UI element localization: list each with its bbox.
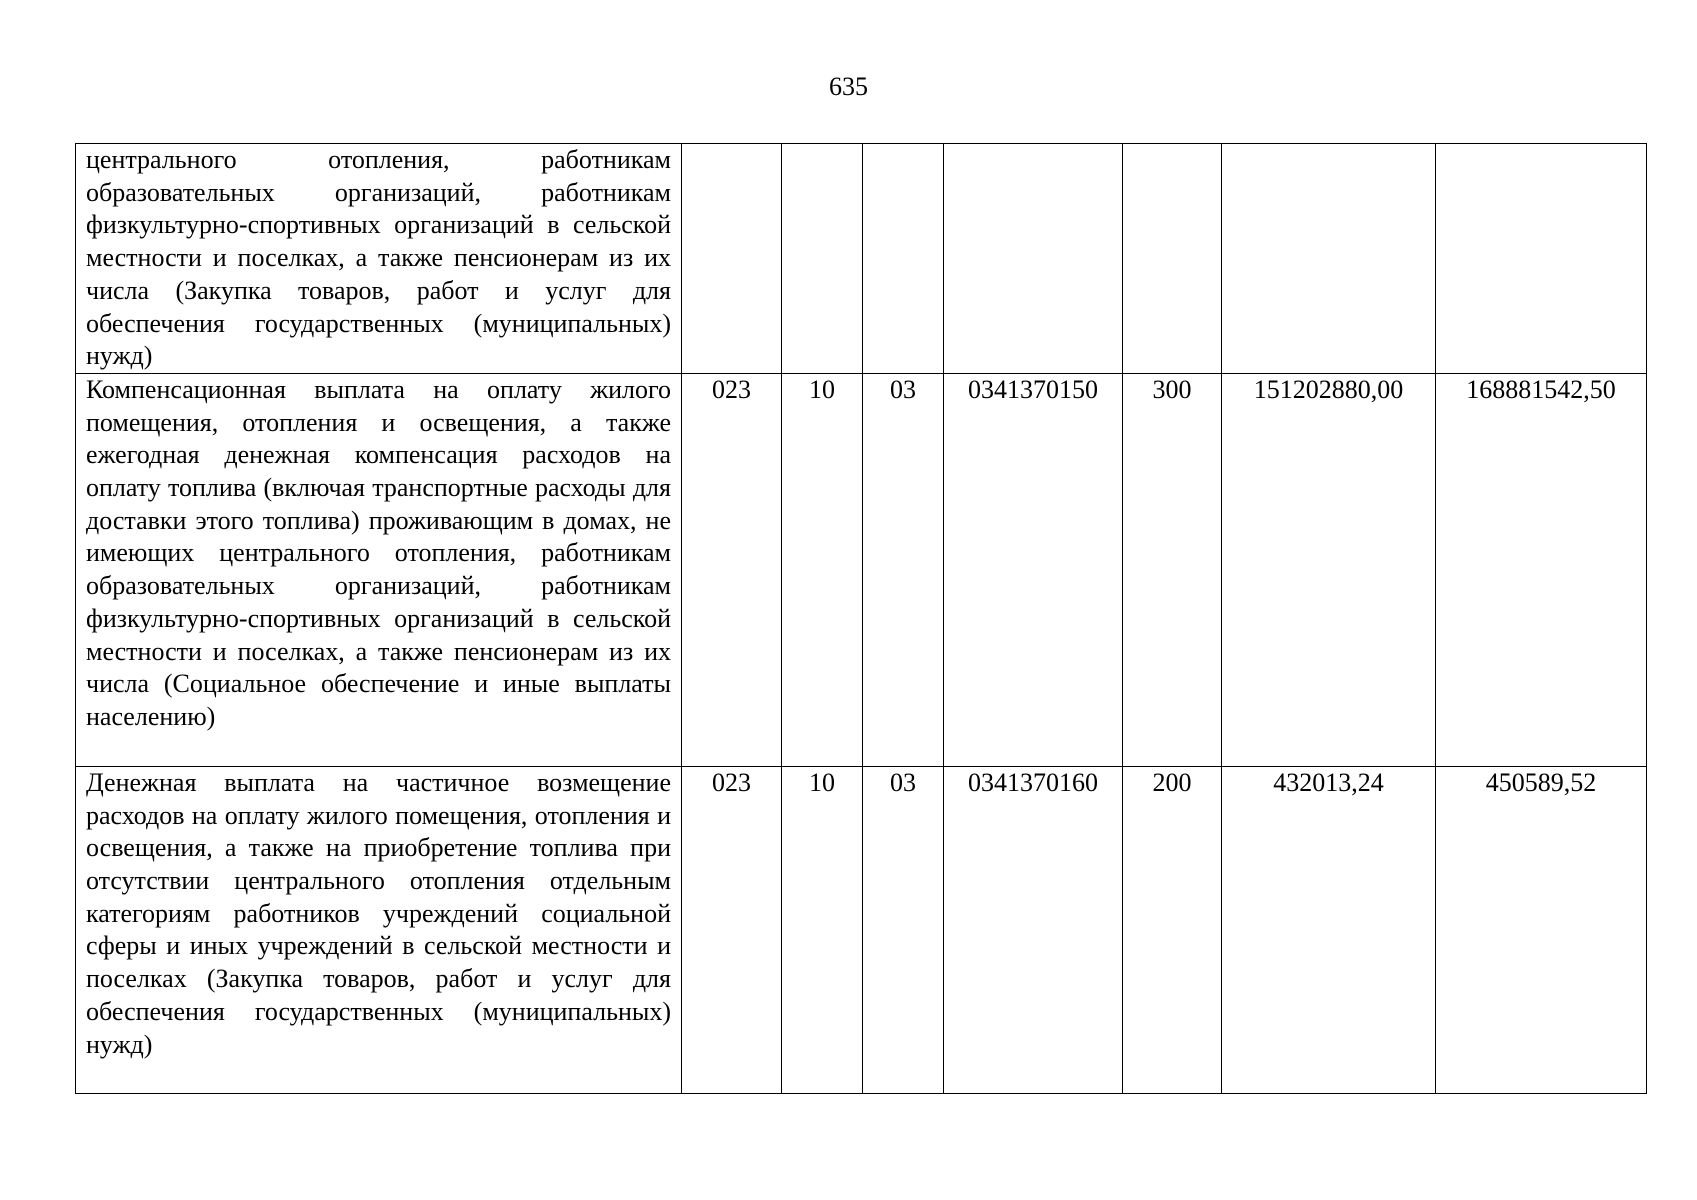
table-row <box>76 766 1647 1093</box>
table-row <box>76 144 1647 374</box>
ministry-code <box>682 144 782 374</box>
section-code <box>782 144 863 374</box>
row-description: Денежная выплата на частичное возмещение расходов на оплату жилого помещения, отопления и освещения, а также на приобретение топлива при отсутствии центрального отопления отдельным категориям работников учреждений социальной сферы и иных учреждений в сельской местности и поселках (Закупка товаров, работ и услуг для обеспечения государственных (муниципальных) нужд) <box>76 766 682 1093</box>
page-number: 635 <box>829 72 868 101</box>
subsection-code <box>863 144 944 374</box>
budget-table <box>75 143 1647 1094</box>
expense-type-code: 200 <box>1123 766 1222 1093</box>
amount-year-1 <box>1222 144 1436 374</box>
amount-year-1: 432013,24 <box>1222 766 1436 1093</box>
subsection-code: 03 <box>863 373 944 766</box>
amount-year-2 <box>1436 144 1647 374</box>
table-row <box>76 373 1647 766</box>
section-code: 10 <box>782 766 863 1093</box>
expense-type-code: 300 <box>1123 373 1222 766</box>
amount-year-1: 151202880,00 <box>1222 373 1436 766</box>
subsection-code: 03 <box>863 766 944 1093</box>
amount-year-2: 168881542,50 <box>1436 373 1647 766</box>
ministry-code: 023 <box>682 766 782 1093</box>
row-description: центрального отопления, работникам образовательных организаций, работникам физкультурно-спортивных организаций в сельской местности и поселках, а также пенсионерам из их числа (Закупка товаров, работ и услуг для обеспечения государственных (муниципальных) нужд) <box>76 144 682 374</box>
row-description: Компенсационная выплата на оплату жилого помещения, отопления и освещения, а также ежегодная денежная компенсация расходов на оплату топлива (включая транспортные расходы для доставки этого топлива) проживающим в домах, не имеющих центрального отопления, работникам образовательных организаций, работникам физкультурно-спортивных организаций в сельской местности и поселках, а также пенсионерам из их числа (Социальное обеспечение и иные выплаты населению) <box>76 373 682 766</box>
target-article-code: 0341370150 <box>944 373 1123 766</box>
ministry-code: 023 <box>682 373 782 766</box>
target-article-code <box>944 144 1123 374</box>
section-code: 10 <box>782 373 863 766</box>
expense-type-code <box>1123 144 1222 374</box>
target-article-code: 0341370160 <box>944 766 1123 1093</box>
amount-year-2: 450589,52 <box>1436 766 1647 1093</box>
